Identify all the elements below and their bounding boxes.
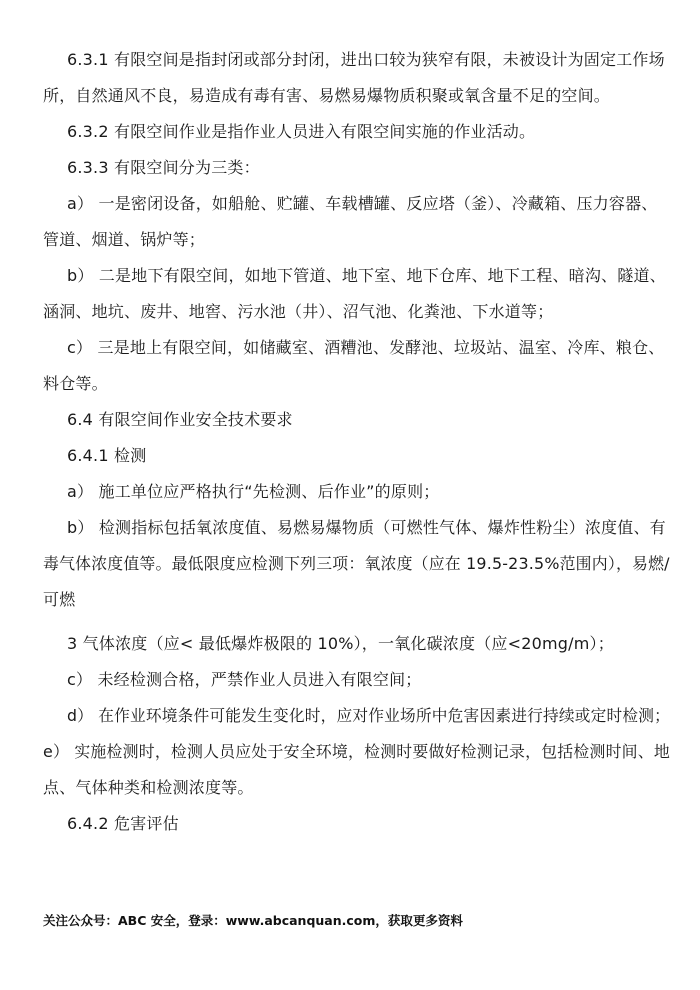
detection-item-b-line-3: 可燃: [43, 590, 76, 609]
footer-promo-text: 关注公众号：ABC 安全，登录：www.abcanquan.com，获取更多资料: [43, 913, 463, 928]
list-item-c-line-2: 料仓等。: [43, 374, 108, 393]
detection-item-b-line-2: 毒气体浓度值等。最低限度应检测下列三项：氧浓度（应在 19.5-23.5%范围内），易燃/: [43, 554, 670, 573]
list-item-b-line-1: b） 二是地下有限空间，如地下管道、地下室、地下仓库、地下工程、暗沟、隧道、: [67, 266, 666, 285]
section-heading-6-4-2: 6.4.2 危害评估: [67, 814, 179, 833]
list-item-a-line-1: a） 一是密闭设备，如船舱、贮罐、车载槽罐、反应塔（釜）、冷藏箱、压力容器、: [67, 194, 658, 213]
detection-item-e-line-1: e） 实施检测时，检测人员应处于安全环境，检测时要做好检测记录，包括检测时间、地: [43, 742, 670, 761]
detection-item-e-line-2: 点、气体种类和检测浓度等。: [43, 778, 254, 797]
paragraph-6-3-3: 6.3.3 有限空间分为三类：: [67, 158, 260, 177]
paragraph-6-3-2: 6.3.2 有限空间作业是指作业人员进入有限空间实施的作业活动。: [67, 122, 536, 141]
paragraph-6-3-1-line-1: 6.3.1 有限空间是指封闭或部分封闭，进出口较为狭窄有限，未被设计为固定工作场: [67, 50, 665, 69]
paragraph-6-3-1-line-2: 所，自然通风不良，易造成有毒有害、易燃易爆物质积聚或氧含量不足的空间。: [43, 86, 611, 105]
section-heading-6-4-1: 6.4.1 检测: [67, 446, 147, 465]
section-heading-6-4: 6.4 有限空间作业安全技术要求: [67, 410, 293, 429]
list-item-a-line-2: 管道、烟道、锅炉等；: [43, 230, 206, 249]
detection-item-a: a） 施工单位应严格执行“先检测、后作业”的原则；: [67, 482, 440, 501]
detection-item-b-line-1: b） 检测指标包括氧浓度值、易燃易爆物质（可燃性气体、爆炸性粉尘）浓度值、有: [67, 518, 666, 537]
detection-item-d: d） 在作业环境条件可能发生变化时，应对作业场所中危害因素进行持续或定时检测；: [67, 706, 671, 725]
list-item-b-line-2: 涵洞、地坑、废井、地窖、污水池（井）、沼气池、化粪池、下水道等；: [43, 302, 554, 321]
detection-item-c: c） 未经检测合格，严禁作业人员进入有限空间；: [67, 670, 422, 689]
list-item-c-line-1: c） 三是地上有限空间，如储藏室、酒糟池、发酵池、垃圾站、温室、冷库、粮仓、: [67, 338, 665, 357]
gas-concentration-line: 3 气体浓度（应< 最低爆炸极限的 10%），一氧化碳浓度（应<20mg/m）；: [67, 634, 614, 653]
